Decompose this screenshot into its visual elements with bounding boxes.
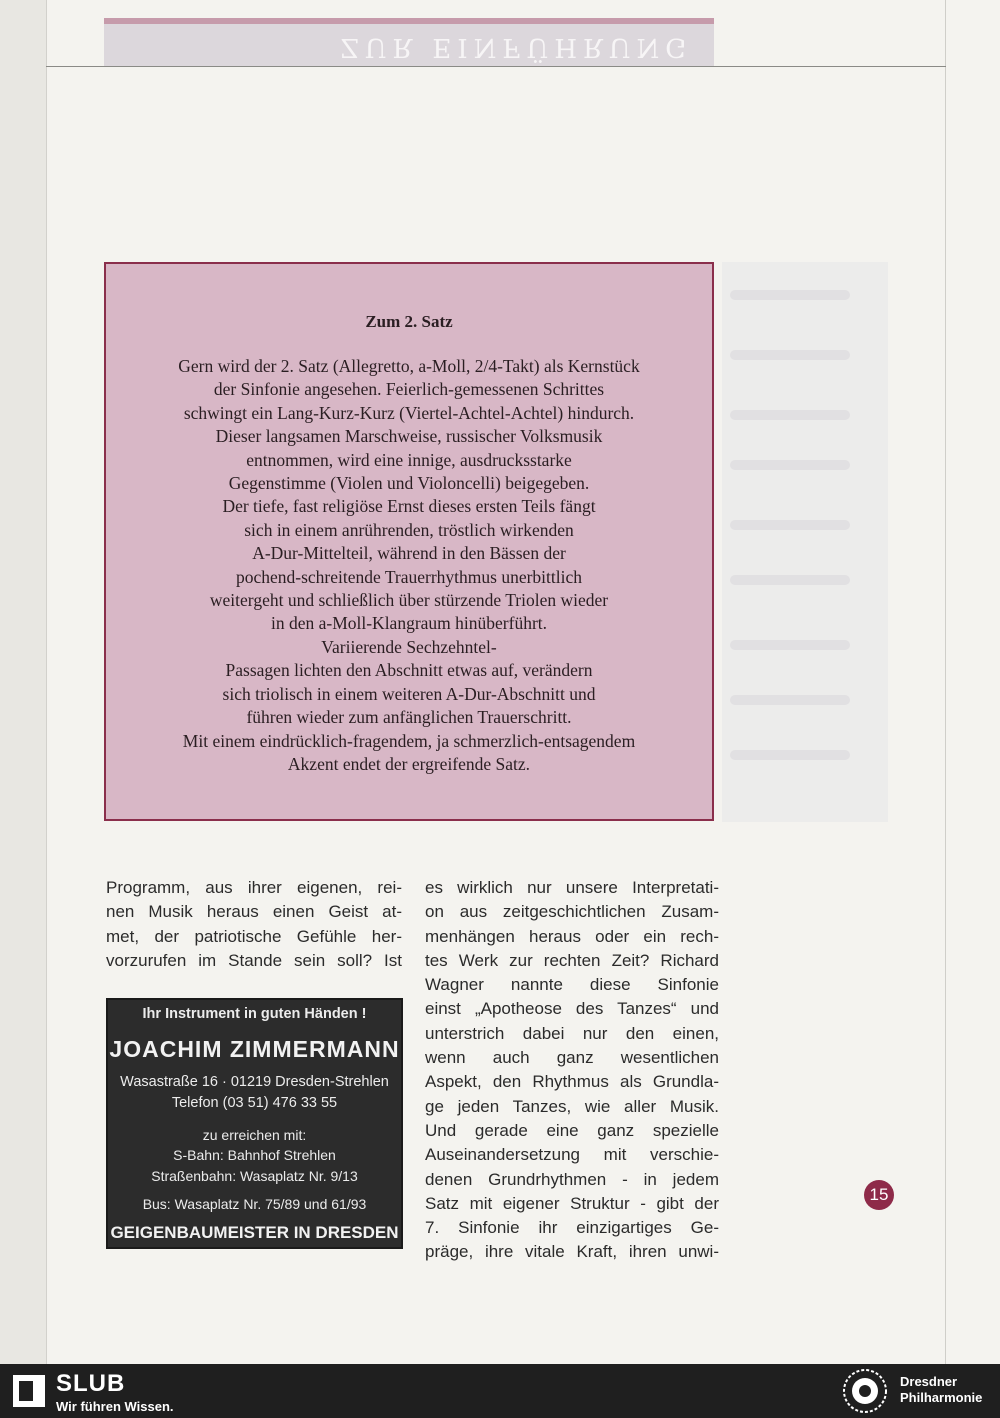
slub-name: SLUB xyxy=(56,1370,126,1397)
ad-tagline: Ihr Instrument in guten Händen ! xyxy=(142,1006,367,1022)
header-accent xyxy=(104,18,714,24)
ad-phone: Telefon (03 51) 476 33 55 xyxy=(171,1095,338,1111)
header-ghost-title: ZUR EINFÜHRUNG xyxy=(340,32,692,62)
body-line: 7. Sinfonie ihr einzigartiges Ge- xyxy=(425,1218,719,1238)
box-line: Akzent endet der ergreifende Satz. xyxy=(287,753,531,774)
body-line: Auseinandersetzung mit verschie- xyxy=(425,1145,719,1165)
box-line: pochend-schreitende Trauerrhythmus unerbittlich xyxy=(235,566,583,587)
box-line: Gern wird der 2. Satz (Allegretto, a-Moll, 2/4-Takt) als Kernstück xyxy=(178,356,640,376)
ad-trade: GEIGENBAUMEISTER IN DRESDEN xyxy=(110,1223,399,1242)
body-line: nen Musik heraus einen Geist at- xyxy=(106,902,402,922)
body-line: Und gerade eine ganz spezielle xyxy=(425,1120,719,1140)
ad-name: JOACHIM ZIMMERMANN xyxy=(109,1036,400,1062)
bleed-through-line xyxy=(730,750,850,760)
philharmonie-logo-icon xyxy=(842,1368,888,1414)
left-text-column xyxy=(106,876,402,973)
body-line: Satz mit eigener Struktur - gibt der xyxy=(425,1193,719,1213)
bleed-through-line xyxy=(730,575,850,585)
box-line: Passagen lichten den Abschnitt etwas auf, verändern xyxy=(225,660,593,681)
body-line: wenn auch ganz wesentlichen xyxy=(425,1048,719,1068)
footer-bar xyxy=(0,1364,1000,1418)
body-line: vorzurufen im Stande sein soll? Ist xyxy=(106,950,402,970)
box-line: Dieser langsamen Marschweise, russischer Volksmusik xyxy=(215,426,603,447)
page-number-badge: 15 xyxy=(864,1180,894,1210)
ad-bus: Bus: Wasaplatz Nr. 75/89 und 61/93 xyxy=(142,1196,367,1212)
ad-tram: Straßenbahn: Wasaplatz Nr. 9/13 xyxy=(151,1168,358,1184)
ad-sbahn: S-Bahn: Bahnhof Strehlen xyxy=(173,1147,336,1163)
box-line: Der tiefe, fast religiöse Ernst dieses ersten Teils fängt xyxy=(222,496,596,517)
bleed-through-line xyxy=(730,460,850,470)
box-line: weitergeht und schließlich über stürzende Triolen wieder xyxy=(209,590,609,611)
body-line: met, der patriotische Gefühle her- xyxy=(106,926,402,946)
violin-maker-advertisement xyxy=(106,998,403,1249)
body-line: Programm, aus ihrer eigenen, rei- xyxy=(106,878,402,897)
body-line: präge, ihre vitale Kraft, ihren unwi- xyxy=(425,1242,719,1262)
body-line: Aspekt, den Rhythmus als Grundla- xyxy=(425,1072,719,1092)
right-text-column xyxy=(425,876,719,1265)
box-line: entnommen, wird eine innige, ausdrucksstarke xyxy=(246,449,572,470)
box-line: schwingt ein Lang-Kurz-Kurz (Viertel-Achtel-Achtel) hindurch. xyxy=(183,402,635,423)
slub-tagline: Wir führen Wissen. xyxy=(56,1399,174,1414)
partner-name xyxy=(900,1374,982,1406)
bleed-through-line xyxy=(730,640,850,650)
bleed-through-line xyxy=(730,410,850,420)
slub-logo-icon xyxy=(12,1374,46,1408)
bleed-through-line xyxy=(730,350,850,360)
movement-note-box xyxy=(104,262,714,821)
body-line: ge jeden Tanzes, wie aller Musik. xyxy=(425,1096,719,1116)
body-line: es wirklich nur unsere Interpretati- xyxy=(425,878,719,897)
box-line: Variierende Sechzehntel- xyxy=(321,636,497,657)
bleed-through-line xyxy=(730,520,850,530)
header-band xyxy=(104,18,714,66)
ad-address: Wasastraße 16 · 01219 Dresden-Strehlen xyxy=(120,1074,389,1090)
ad-reach-label: zu erreichen mit: xyxy=(202,1127,307,1143)
body-line: Wagner nannte diese Sinfonie xyxy=(425,975,719,995)
body-line: unterstrich dabei nur den einen, xyxy=(425,1023,719,1043)
partner-line2: Philharmonie xyxy=(900,1390,983,1405)
bleed-through-music-score xyxy=(722,262,888,822)
body-line: denen Grundrhythmen - in jedem xyxy=(425,1169,719,1189)
box-line: in den a-Moll-Klangraum hinüberführt. xyxy=(270,613,548,634)
box-line: sich in einem anrührenden, tröstlich wirkenden xyxy=(244,519,574,540)
bleed-through-line xyxy=(730,290,850,300)
page-right-edge xyxy=(945,0,946,1364)
box-line: führen wieder zum anfänglichen Trauerschritt. xyxy=(246,707,572,728)
bleed-through-line xyxy=(730,695,850,705)
body-line: tes Werk zur rechten Zeit? Richard xyxy=(425,950,719,970)
box-line: Mit einem eindrücklich-fragendem, ja schmerzlich-entsagendem xyxy=(182,730,636,751)
body-line: on aus zeitgeschichtlichen Zusam- xyxy=(425,902,719,922)
box-line: A-Dur-Mittelteil, während in den Bässen der xyxy=(252,543,566,564)
box-line: der Sinfonie angesehen. Feierlich-gemessenen Schrittes xyxy=(213,379,605,400)
box-body xyxy=(116,355,702,776)
box-line: Gegenstimme (Violen und Violoncelli) beigegeben. xyxy=(228,473,590,494)
body-line: einst „Apotheose des Tanzes“ und xyxy=(425,999,719,1019)
partner-line1: Dresdner xyxy=(900,1374,958,1389)
header-rule xyxy=(46,66,946,67)
previous-page-edge xyxy=(0,0,47,1364)
box-line: sich triolisch in einem weiteren A-Dur-Abschnitt und xyxy=(222,683,596,704)
box-title: Zum 2. Satz xyxy=(365,312,453,331)
body-line: menhängen heraus oder ein rech- xyxy=(425,926,719,946)
